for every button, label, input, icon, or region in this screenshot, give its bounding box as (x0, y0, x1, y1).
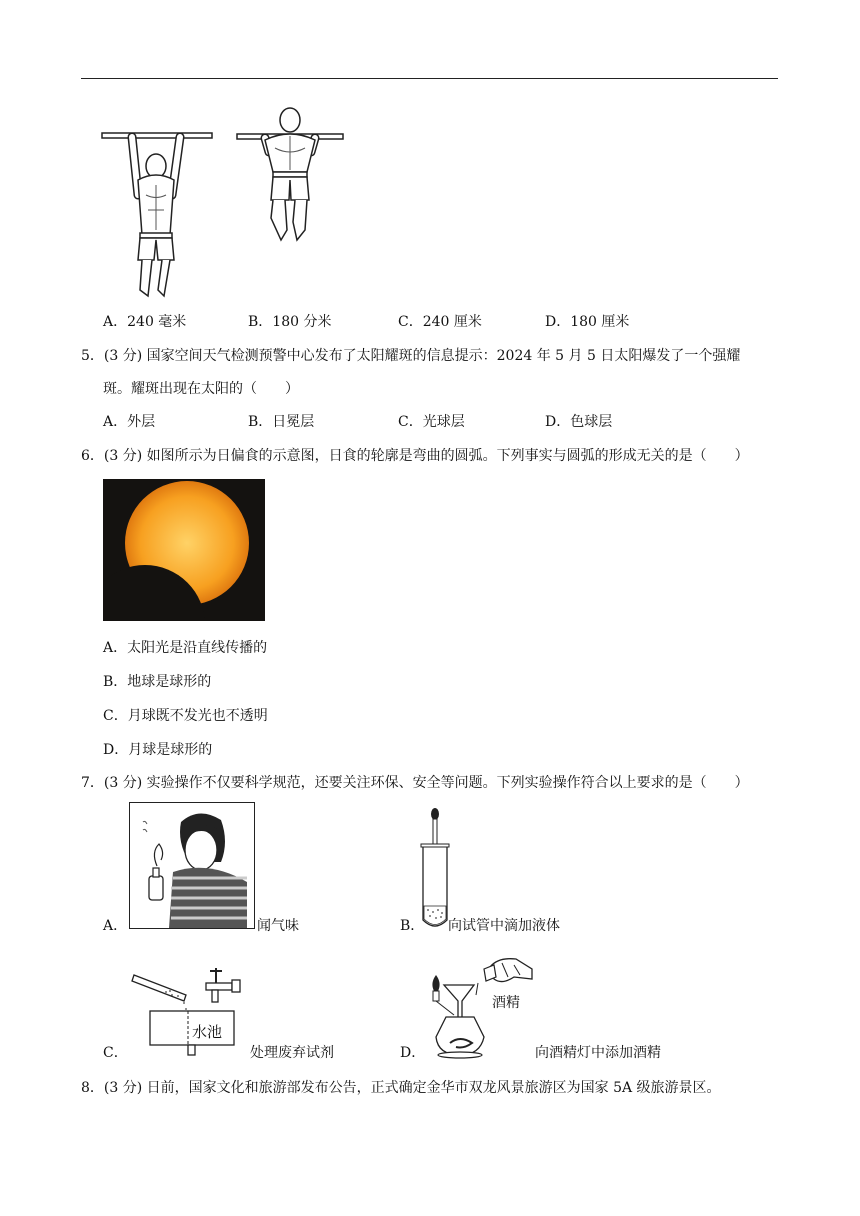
q5-option-b: B．日冕层 (248, 414, 315, 430)
pullup-figure-right (235, 100, 347, 250)
header-rule (81, 78, 778, 79)
solar-eclipse-image (103, 479, 265, 621)
waste-disposal-image (126, 965, 254, 1057)
q6-stem-line1: 6．(3 分) 如图所示为日偏食的示意图，日食的轮廓是弯曲的圆弧。下列事实与圆弧的形成无关的是（ ） (81, 448, 749, 464)
pullup-figure-left (100, 100, 215, 300)
q4-option-b: B．180 分米 (248, 314, 332, 330)
q7-option-b-letter: B． (400, 918, 425, 934)
q7-option-b-text: 向试管中滴加液体 (448, 918, 560, 934)
q6-option-a: A．太阳光是沿直线传播的 (103, 640, 268, 656)
q6-option-c: C．月球既不发光也不透明 (103, 708, 268, 724)
smell-odor-image (129, 802, 255, 929)
q5-stem-line1: 5．(3 分) 国家空间天气检测预警中心发布了太阳耀斑的信息提示：2024 年 5 月 5 日太阳爆发了一个强耀 (81, 348, 741, 364)
q6-option-b: B．地球是球形的 (103, 674, 212, 690)
q7-option-c-letter: C． (103, 1045, 128, 1061)
alcohol-label: 酒精 (492, 995, 520, 1011)
q7-option-d-letter: D． (400, 1045, 426, 1061)
alcohol-lamp-image (424, 955, 540, 1063)
q5-stem-line2: 斑。耀斑出现在太阳的（ ） (103, 381, 299, 397)
test-tube-dropper-image (420, 806, 450, 932)
q7-option-a-text: 闻气味 (257, 918, 299, 934)
q5-option-c: C．光球层 (398, 414, 465, 430)
q8-stem-line1: 8．(3 分) 日前，国家文化和旅游部发布公告，正式确定金华市双龙风景旅游区为国家 5A 级旅游景区。 (81, 1080, 721, 1096)
q7-stem-line1: 7．(3 分) 实验操作不仅要科学规范，还要关注环保、安全等问题。下列实验操作符合以上要求的是（ ） (81, 775, 749, 791)
q4-option-c: C．240 厘米 (398, 314, 482, 330)
q7-option-d-text: 向酒精灯中添加酒精 (535, 1045, 661, 1061)
sink-label: 水池 (192, 1023, 223, 1041)
q7-option-c-text: 处理废弃试剂 (250, 1045, 334, 1061)
q4-option-d: D．180 厘米 (545, 314, 630, 330)
q7-option-a-letter: A． (103, 918, 128, 934)
q5-option-a: A．外层 (103, 414, 156, 430)
q6-option-d: D．月球是球形的 (103, 742, 213, 758)
q4-option-a: A．240 毫米 (103, 314, 187, 330)
q5-option-d: D．色球层 (545, 414, 613, 430)
